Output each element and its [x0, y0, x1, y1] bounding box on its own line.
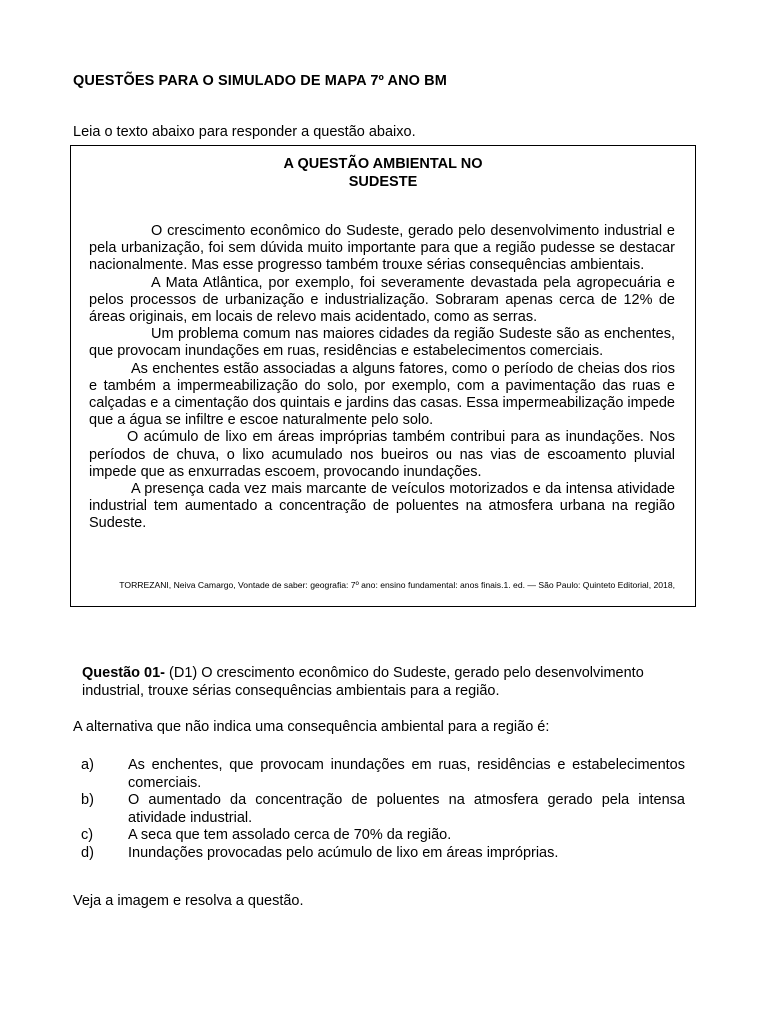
- question-text: (D1) O crescimento econômico do Sudeste, gerado pelo desenvolvimento industrial, trouxe sérias consequências ambientais para a região.: [82, 665, 644, 699]
- question-prompt: A alternativa que não indica uma consequência ambiental para a região é:: [73, 719, 550, 735]
- page-heading: QUESTÕES PARA O SIMULADO DE MAPA 7º ANO BM: [73, 73, 447, 89]
- paragraph-3: Um problema comum nas maiores cidades da região Sudeste são as enchentes, que provocam inundações em ruas, residências e estabelecimentos comerciais.: [89, 326, 675, 360]
- option-c: [81, 827, 685, 845]
- option-d: [81, 845, 685, 863]
- citation: TORREZANI, Neiva Camargo, Vontade de saber: geografia: 7º ano: ensino fundamental: anos finais.1. ed. — São Paulo: Quinteto Editorial, 2018,: [119, 580, 675, 590]
- option-text: A seca que tem assolado cerca de 70% da região.: [128, 827, 452, 843]
- paragraph-4: As enchentes estão associadas a alguns fatores, como o período de cheias dos rios e também a impermeabilização do solo, por exemplo, com a pavimentação das ruas e calçadas e a cimentação dos quintais e jardins das casas. Essa impermeabilização impede que a água se infiltre e escoe naturalmente pelo solo.: [89, 360, 675, 429]
- option-letter: a): [81, 757, 94, 773]
- option-letter: c): [81, 827, 94, 843]
- option-letter: d): [81, 844, 94, 861]
- box-title: [71, 155, 695, 191]
- option-a: [81, 757, 685, 792]
- option-text: As enchentes, que provocam inundações em ruas, residências e estabelecimentos comerciais.: [128, 757, 685, 791]
- option-text: Inundações provocadas pelo acúmulo de lixo em áreas impróprias.: [128, 844, 559, 861]
- box-title-line-1: A QUESTÃO AMBIENTAL NO: [283, 156, 483, 172]
- question-label: Questão 01-: [82, 665, 165, 681]
- question-1: [82, 664, 684, 700]
- box-body: [89, 223, 675, 533]
- box-title-line-2: SUDESTE: [348, 174, 418, 190]
- closing-instruction: Veja a imagem e resolva a questão.: [73, 893, 304, 909]
- text-box: [70, 145, 696, 607]
- paragraph-6: A presença cada vez mais marcante de veículos motorizados e da intensa atividade industrial tem aumentado a concentração de poluentes na atmosfera urbana na região Sudeste.: [89, 481, 675, 532]
- option-b: [81, 792, 685, 827]
- intro-text: Leia o texto abaixo para responder a questão abaixo.: [73, 124, 416, 140]
- option-text: O aumentado da concentração de poluentes na atmosfera gerado pela intensa atividade industrial.: [128, 792, 685, 826]
- answer-options: [81, 757, 685, 862]
- option-letter: b): [81, 792, 94, 808]
- paragraph-1: O crescimento econômico do Sudeste, gerado pelo desenvolvimento industrial e pela urbanização, foi sem dúvida muito importante para que a região pudesse se destacar nacionalmente. Mas esse progresso também trouxe sérias consequências ambientais.: [89, 223, 675, 274]
- paragraph-2: A Mata Atlântica, por exemplo, foi severamente devastada pela agropecuária e pelos processos de urbanização e industrialização. Sobraram apenas cerca de 12% de áreas originais, em locais de relevo mais acidentado, como as serras.: [89, 274, 675, 326]
- paragraph-5: O acúmulo de lixo em áreas impróprias também contribui para as inundações. Nos períodos de chuva, o lixo acumulado nos bueiros ou nas vias de escoamento pluvial impede que as enxurradas escoem, provocando inundações.: [89, 429, 675, 480]
